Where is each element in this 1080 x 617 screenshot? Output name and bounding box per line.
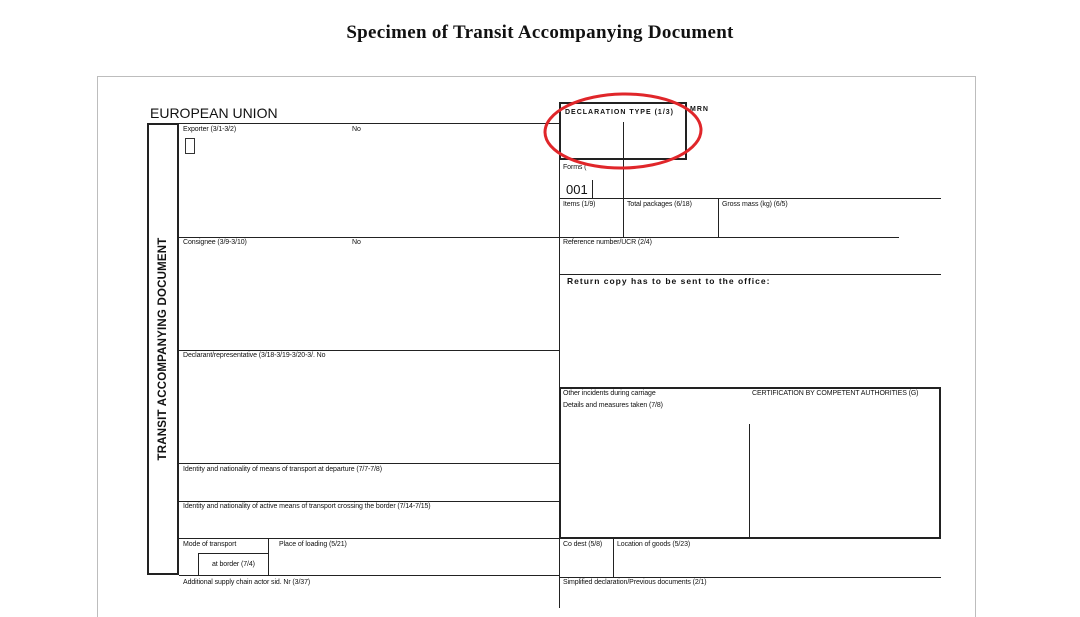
forms-label: Forms ( xyxy=(563,164,587,171)
mode-of-transport-label: Mode of transport xyxy=(183,541,237,548)
details-measures-label: Details and measures taken (7/8) xyxy=(563,402,663,409)
page-title: Specimen of Transit Accompanying Document xyxy=(346,22,734,43)
supply-chain-label: Additional supply chain actor sid. Nr (3/37) xyxy=(183,579,311,586)
total-packages-label: Total packages (6/18) xyxy=(627,201,692,208)
transport-departure-label: Identity and nationality of means of transport at departure (7/7-7/8) xyxy=(183,466,382,473)
place-of-loading-label: Place of loading (5/21) xyxy=(279,541,347,548)
other-incidents-label: Other incidents during carriage xyxy=(563,390,656,397)
items-label: Items (1/9) xyxy=(563,201,596,208)
at-border-label: at border (7/4) xyxy=(212,561,255,568)
transport-border-label: Identity and nationality of active means of transport crossing the border (7/14-7/15) xyxy=(183,503,431,510)
consignee-no-label: No xyxy=(352,239,361,246)
declarant-label: Declarant/representative (3/18-3/19-3/20-3/. No xyxy=(183,352,326,359)
location-goods-label: Location of goods (5/23) xyxy=(617,541,691,548)
declaration-type-label: DECLARATION TYPE (1/3) xyxy=(565,109,674,116)
certification-label: CERTIFICATION BY COMPETENT AUTHORITIES (G) xyxy=(752,390,919,397)
return-copy-label: Return copy has to be sent to the office: xyxy=(567,276,771,286)
mrn-label: MRN xyxy=(690,106,709,113)
eu-label: EUROPEAN UNION xyxy=(150,105,278,121)
side-title: TRANSIT ACCOMPANYING DOCUMENT xyxy=(157,237,169,461)
forms-value: 001 xyxy=(566,182,588,197)
gross-mass-label: Gross mass (kg) (6/5) xyxy=(722,201,788,208)
reference-number-label: Reference number/UCR (2/4) xyxy=(563,239,652,246)
exporter-label: Exporter (3/1-3/2) xyxy=(183,126,237,133)
exporter-no-label: No xyxy=(352,126,361,133)
consignee-label: Consignee (3/9-3/10) xyxy=(183,239,247,246)
simplified-declaration-label: Simplified declaration/Previous documents (2/1) xyxy=(563,579,707,586)
co-dest-label: Co dest (5/8) xyxy=(563,541,603,548)
